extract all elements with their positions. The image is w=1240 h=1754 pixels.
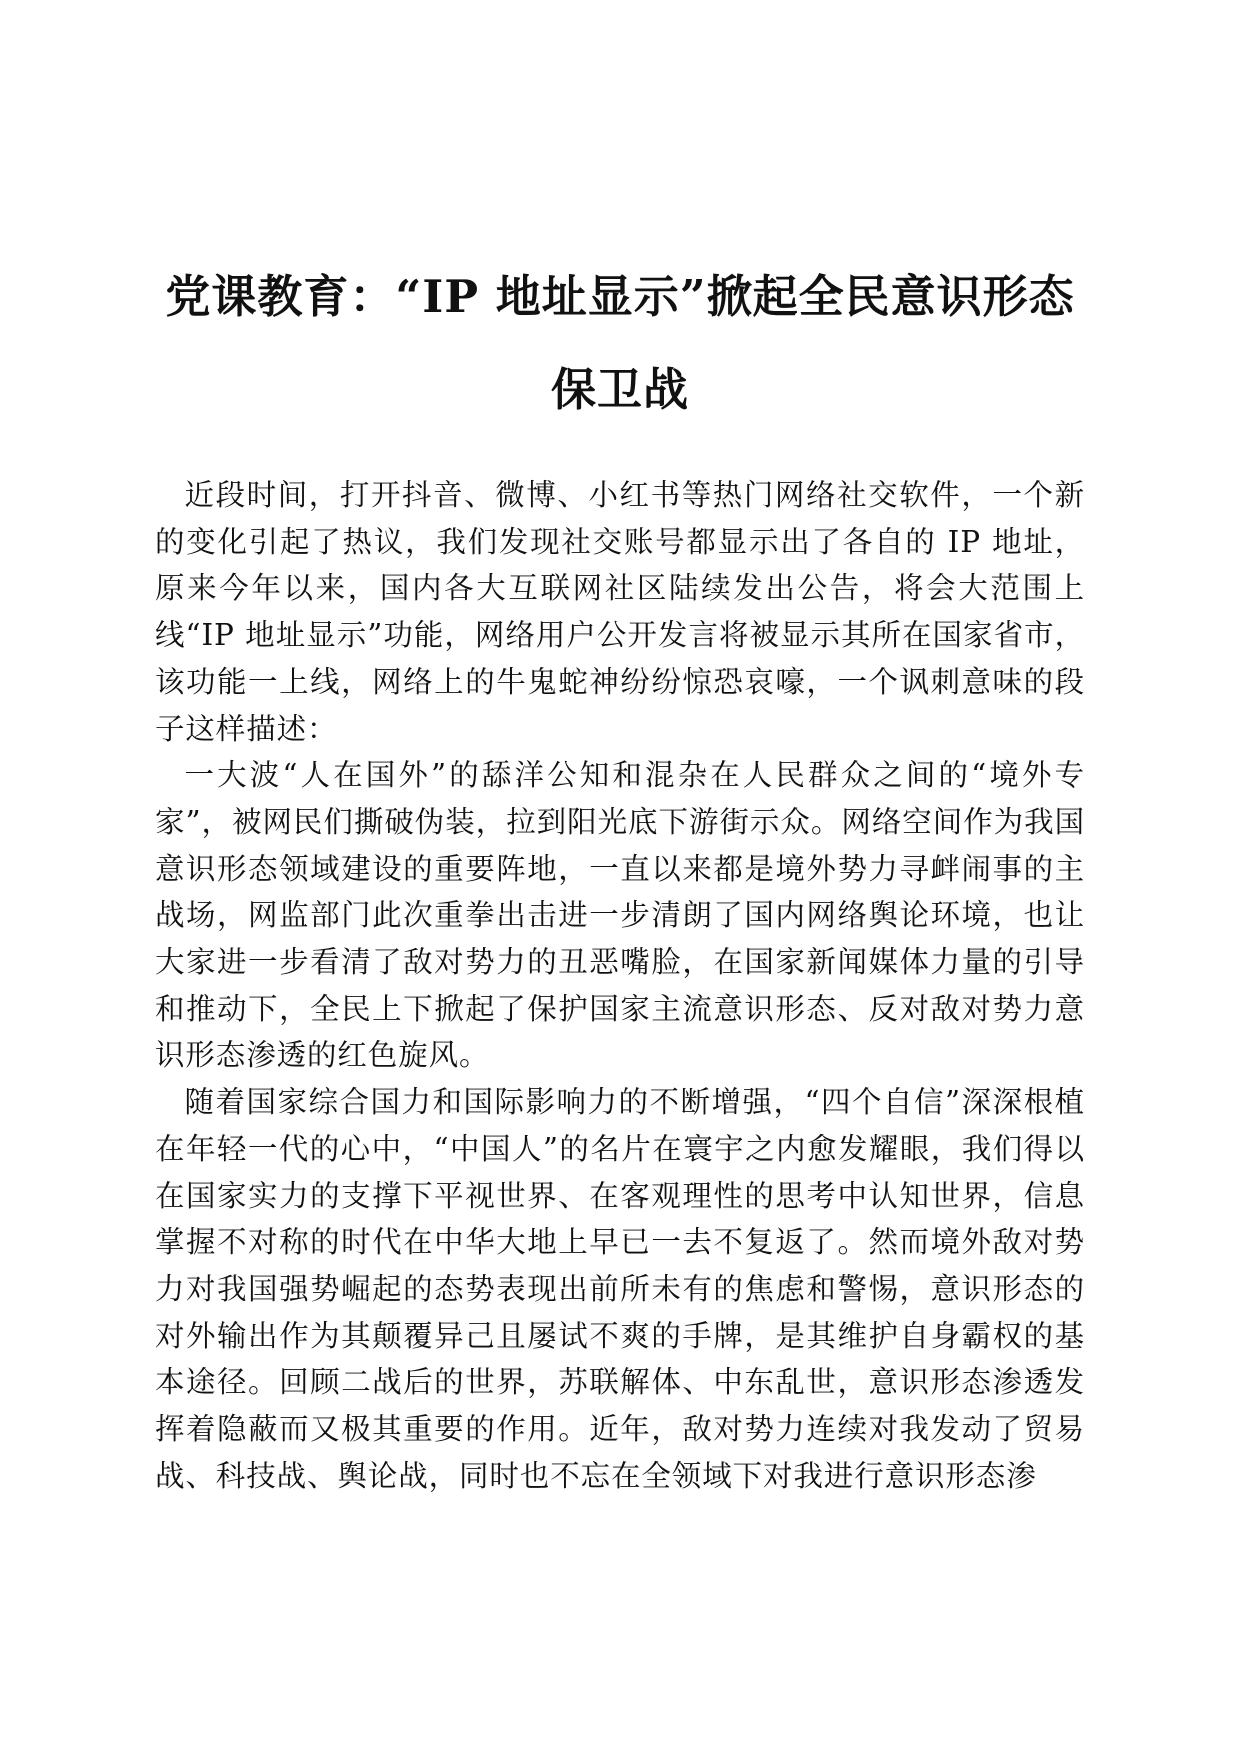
document-title: 党课教育：“IP 地址显示”掀起全民意识形态保卫战: [165, 270, 1075, 416]
paragraph: 一大波“人在国外”的舔洋公知和混杂在人民群众之间的“境外专家”，被网民们撕破伪装，拉到阳光底下游街示众。网络空间作为我国意识形态领域建设的重要阵地，一直以来都是境外势力寻衅闹事的主战场，网监部门此次重拳出击进一步清朗了国内网络舆论环境，也让大家进一步看清了敌对势力的丑恶嘴脸，在国家新闻媒体力量的引导和推动下，全民上下掀起了保护国家主流意识形态、反对敌对势力意识形态渗透的红色旋风。: [155, 758, 1085, 1073]
paragraph: 随着国家综合国力和国际影响力的不断增强，“四个自信”深深根植在年轻一代的心中，“中国人”的名片在寰宇之内愈发耀眼，我们得以在国家实力的支撑下平视世界、在客观理性的思考中认知世界，信息掌握不对称的时代在中华大地上早已一去不复返了。然而境外敌对势力对我国强势崛起的态势表现出前所未有的焦虑和警惕，意识形态的对外输出作为其颠覆异己且屡试不爽的手牌，是其维护自身霸权的基本途径。回顾二战后的世界，苏联解体、中东乱世，意识形态渗透发挥着隐蔽而又极其重要的作用。近年，敌对势力连续对我发动了贸易战、科技战、舆论战，同时也不忘在全领域下对我进行意识形态渗: [155, 1085, 1085, 1493]
paragraph: 近段时间，打开抖音、微博、小红书等热门网络社交软件，一个新的变化引起了热议，我们发现社交账号都显示出了各自的 IP 地址，原来今年以来，国内各大互联网社区陆续发出公告，将会大范围上线“IP 地址显示”功能，网络用户公开发言将被显示其所在国家省市，该功能一上线，网络上的牛鬼蛇神纷纷惊恐哀嚎，一个讽刺意味的段子这样描述：: [155, 478, 1085, 746]
document-body: [155, 472, 1085, 1499]
